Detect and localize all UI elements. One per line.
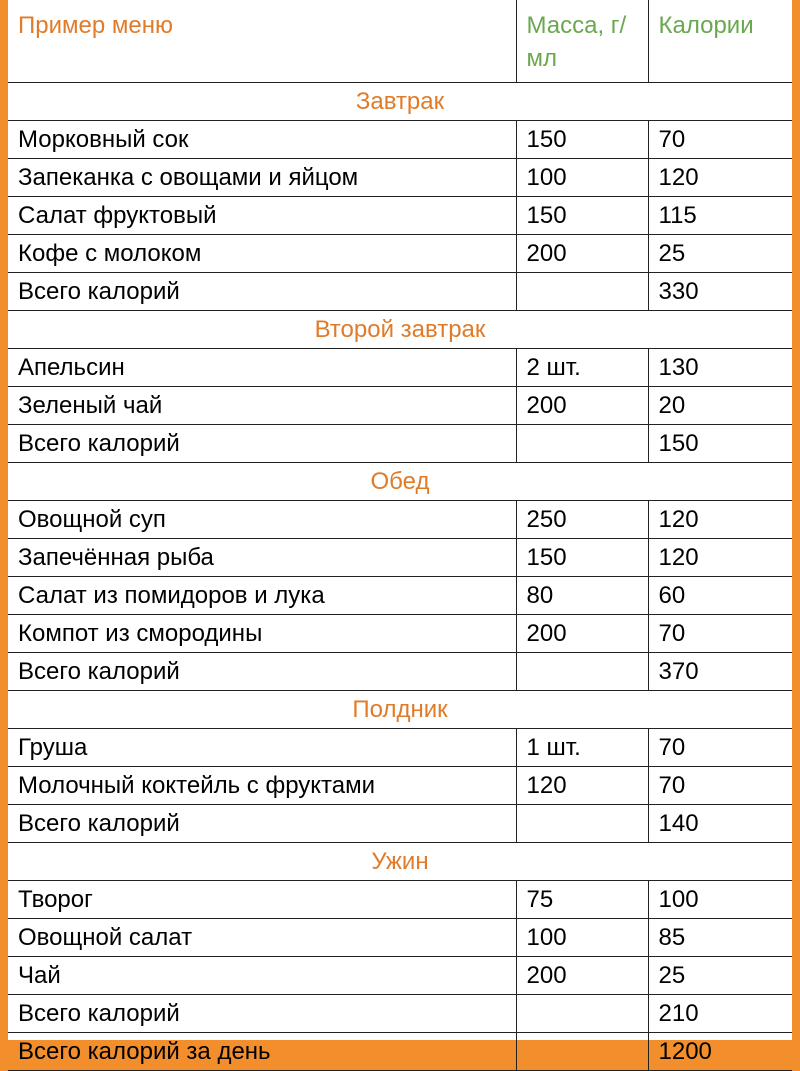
item-calories: 120 — [648, 159, 792, 197]
item-name: Запеканка с овощами и яйцом — [8, 159, 516, 197]
item-name: Всего калорий — [8, 653, 516, 691]
item-calories: 20 — [648, 387, 792, 425]
item-name: Зеленый чай — [8, 387, 516, 425]
item-mass: 150 — [516, 197, 648, 235]
item-mass: 200 — [516, 615, 648, 653]
table-row — [8, 235, 792, 273]
table-row — [8, 159, 792, 197]
table-row — [8, 577, 792, 615]
table-row — [8, 1033, 792, 1071]
item-name: Чай — [8, 957, 516, 995]
table-row — [8, 501, 792, 539]
menu-table — [8, 0, 792, 1071]
item-mass: 150 — [516, 121, 648, 159]
item-name: Апельсин — [8, 349, 516, 387]
section-title: Второй завтрак — [8, 311, 792, 349]
section-title: Полдник — [8, 691, 792, 729]
table-row — [8, 919, 792, 957]
item-calories: 370 — [648, 653, 792, 691]
item-name: Запечённая рыба — [8, 539, 516, 577]
item-calories: 85 — [648, 919, 792, 957]
item-name: Всего калорий за день — [8, 1033, 516, 1071]
item-calories: 25 — [648, 957, 792, 995]
table-row — [8, 273, 792, 311]
item-calories: 1200 — [648, 1033, 792, 1071]
item-mass: 150 — [516, 539, 648, 577]
item-mass: 120 — [516, 767, 648, 805]
section-title: Обед — [8, 463, 792, 501]
item-name: Компот из смородины — [8, 615, 516, 653]
table-row — [8, 767, 792, 805]
item-name: Морковный сок — [8, 121, 516, 159]
table-row — [8, 425, 792, 463]
table-row — [8, 729, 792, 767]
item-calories: 130 — [648, 349, 792, 387]
item-mass: 1 шт. — [516, 729, 648, 767]
item-mass: 100 — [516, 919, 648, 957]
item-mass: 2 шт. — [516, 349, 648, 387]
item-calories: 210 — [648, 995, 792, 1033]
item-calories: 115 — [648, 197, 792, 235]
header-menu: Пример меню — [8, 0, 516, 83]
item-mass: 200 — [516, 387, 648, 425]
section-title: Завтрак — [8, 83, 792, 121]
item-calories: 150 — [648, 425, 792, 463]
item-calories: 70 — [648, 121, 792, 159]
header-mass: Масса, г/мл — [516, 0, 648, 83]
item-mass: 100 — [516, 159, 648, 197]
item-name: Всего калорий — [8, 805, 516, 843]
item-name: Груша — [8, 729, 516, 767]
item-calories: 140 — [648, 805, 792, 843]
section-title: Ужин — [8, 843, 792, 881]
item-calories: 330 — [648, 273, 792, 311]
table-row — [8, 615, 792, 653]
header-row — [8, 0, 792, 83]
table-row — [8, 387, 792, 425]
item-mass: 200 — [516, 235, 648, 273]
item-calories: 70 — [648, 767, 792, 805]
item-mass — [516, 805, 648, 843]
section-row — [8, 311, 792, 349]
item-mass: 200 — [516, 957, 648, 995]
item-calories: 100 — [648, 881, 792, 919]
item-name: Овощной суп — [8, 501, 516, 539]
item-name: Всего калорий — [8, 995, 516, 1033]
item-calories: 60 — [648, 577, 792, 615]
table-row — [8, 805, 792, 843]
item-name: Салат из помидоров и лука — [8, 577, 516, 615]
menu-table-frame — [8, 0, 792, 1065]
menu-body — [8, 83, 792, 1071]
item-name: Кофе с молоком — [8, 235, 516, 273]
table-row — [8, 957, 792, 995]
item-name: Творог — [8, 881, 516, 919]
item-name: Молочный коктейль с фруктами — [8, 767, 516, 805]
item-mass — [516, 425, 648, 463]
item-mass — [516, 995, 648, 1033]
table-row — [8, 653, 792, 691]
item-calories: 120 — [648, 539, 792, 577]
table-row — [8, 349, 792, 387]
table-row — [8, 197, 792, 235]
header-calories: Калории — [648, 0, 792, 83]
item-name: Всего калорий — [8, 273, 516, 311]
item-calories: 25 — [648, 235, 792, 273]
item-mass: 250 — [516, 501, 648, 539]
item-mass — [516, 273, 648, 311]
item-calories: 70 — [648, 615, 792, 653]
section-row — [8, 463, 792, 501]
item-mass — [516, 1033, 648, 1071]
table-row — [8, 881, 792, 919]
item-calories: 120 — [648, 501, 792, 539]
item-mass: 75 — [516, 881, 648, 919]
item-name: Всего калорий — [8, 425, 516, 463]
section-row — [8, 691, 792, 729]
item-mass: 80 — [516, 577, 648, 615]
item-name: Салат фруктовый — [8, 197, 516, 235]
table-row — [8, 995, 792, 1033]
section-row — [8, 843, 792, 881]
section-row — [8, 83, 792, 121]
table-row — [8, 539, 792, 577]
item-name: Овощной салат — [8, 919, 516, 957]
item-mass — [516, 653, 648, 691]
item-calories: 70 — [648, 729, 792, 767]
table-row — [8, 121, 792, 159]
